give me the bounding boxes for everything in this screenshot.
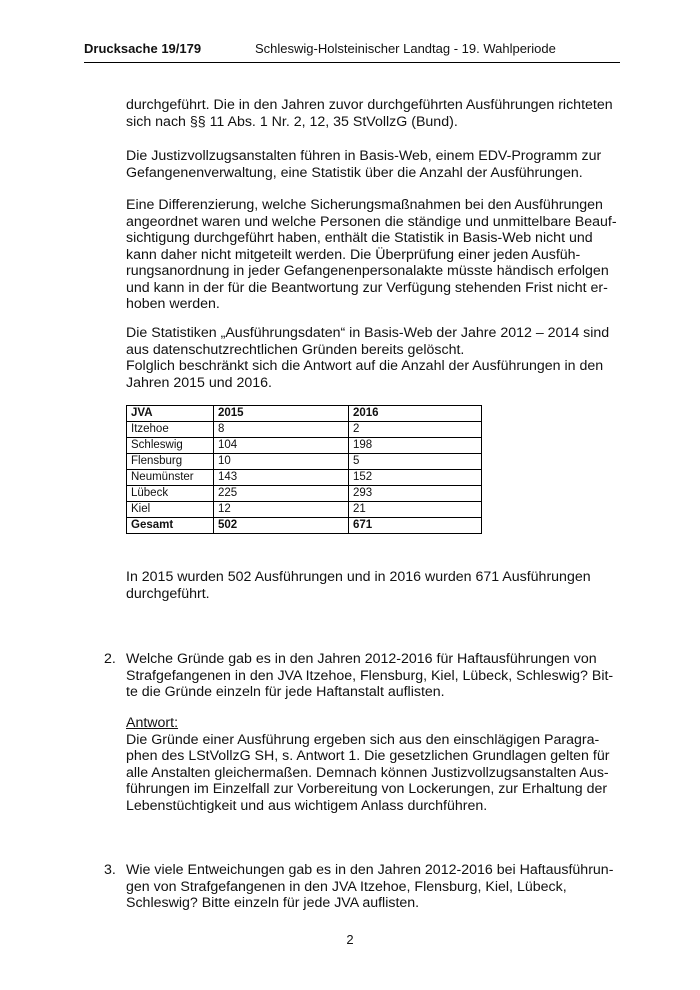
table-cell: 225 [214,486,349,502]
text-line: te die Gründe einzeln für jede Haftanstalt auflisten. [126,684,445,700]
total-cell: 502 [214,518,349,534]
text-line: Jahren 2015 und 2016. [126,374,272,391]
text-line: Schleswig? Bitte einzeln für jede JVA auflisten. [126,895,420,911]
text-line: führungen im Einzelfall zur Vorbereitung von Lockerungen, zur Erhaltung der [126,781,608,797]
table-row [127,438,482,454]
text-line: Strafgefangenen in den JVA Itzehoe, Flensburg, Kiel, Lübeck, Schleswig? Bit- [126,667,614,684]
table-header-row [127,406,482,422]
table-row [127,486,482,502]
table-cell: 293 [349,486,482,502]
paragraph-summary [126,569,620,602]
page-number: 2 [346,932,354,947]
table-cell: 8 [214,422,349,438]
text-line: Wie viele Entweichungen gab es in den Jahren 2012-2016 bei Haftausführun- [126,862,614,878]
text-line: kann daher nicht mitgeteilt werden. Die Überprüfung einer jeden Ausfüh- [126,246,581,263]
table-cell: 143 [214,470,349,486]
table-row [127,502,482,518]
text-line: Gefangenenverwaltung, eine Statistik über die Anzahl der Ausführungen. [126,164,583,181]
question-3-number: 3. [104,862,116,878]
table-cell: 12 [214,502,349,518]
table-cell: Schleswig [127,438,214,454]
question-2-number: 2. [104,651,116,667]
answer-2 [126,715,620,814]
question-2-text [126,651,620,701]
text-line: rungsanordnung in jeder Gefangenenpersonalakte müsste händisch erfolgen [126,263,609,279]
text-line: sichtigung durchgeführt haben, enthält die Statistik in Basis-Web nicht und [126,230,593,246]
question-3-text [126,862,620,912]
table-cell: 2 [349,422,482,438]
text-line: durchgeführt. [126,585,210,602]
answer-label: Antwort: [126,715,179,731]
paragraph-legal-basis [126,97,620,130]
text-line: phen des LStVollzG SH, s. Antwort 1. Die gesetzlichen Grundlagen gelten für [126,748,610,764]
table-row [127,470,482,486]
table-cell: 21 [349,502,482,518]
text-line: Die Statistiken „Ausführungsdaten“ in Basis-Web der Jahre 2012 – 2014 sind [126,325,610,341]
document-reference: Drucksache 19/179 [84,41,202,56]
table-cell: Lübeck [127,486,214,502]
header-cell: 2016 [349,406,482,422]
text-line: alle Anstalten gleichermaßen. Demnach können Justizvollzugsanstalten Aus- [126,764,609,781]
table-total-row [127,518,482,534]
table-cell: 152 [349,470,482,486]
text-line: Eine Differenzierung, welche Sicherungsmaßnahmen bei den Ausführungen [126,197,603,213]
table-cell: 104 [214,438,349,454]
executions-table [126,405,482,534]
paragraph-differentiation [126,197,620,313]
table-cell: 10 [214,454,349,470]
paragraph-statistics [126,325,620,391]
header-cell: 2015 [214,406,349,422]
total-cell: Gesamt [127,518,214,534]
text-line: durchgeführt. Die in den Jahren zuvor durchgeführten Ausführungen richteten [126,97,613,113]
text-line: angeordnet waren und welche Personen die ständige und unmittelbare Beauf- [126,213,617,230]
table-cell: Neumünster [127,470,214,486]
table-cell: 5 [349,454,482,470]
text-line: und kann in der für die Beantwortung zur Verfügung stehenden Frist nicht er- [126,279,608,296]
total-cell: 671 [349,518,482,534]
table-row [127,454,482,470]
table-cell: Kiel [127,502,214,518]
table-cell: Flensburg [127,454,214,470]
text-line: Die Justizvollzugsanstalten führen in Basis-Web, einem EDV-Programm zur [126,148,602,164]
parliament-title: Schleswig-Holsteinischer Landtag - 19. Wahlperiode [255,41,556,56]
page-header [84,38,620,63]
text-line: In 2015 wurden 502 Ausführungen und in 2016 wurden 671 Ausführungen [126,569,591,585]
text-line: Die Gründe einer Ausführung ergeben sich aus den einschlägigen Paragra- [126,731,600,748]
text-line: gen von Strafgefangenen in den JVA Itzehoe, Flensburg, Kiel, Lübeck, [126,878,567,895]
text-line: aus datenschutzrechtlichen Gründen bereits gelöscht. [126,341,465,358]
header-cell: JVA [127,406,214,422]
text-line: sich nach §§ 11 Abs. 1 Nr. 2, 12, 35 StVollzG (Bund). [126,113,458,130]
table-cell: Itzehoe [127,422,214,438]
text-line: Folglich beschränkt sich die Antwort auf die Anzahl der Ausführungen in den [126,358,604,374]
paragraph-basis-web [126,148,620,181]
table-cell: 198 [349,438,482,454]
table-row [127,422,482,438]
text-line: Lebenstüchtigkeit und aus wichtigem Anlass durchführen. [126,797,488,814]
text-line: hoben werden. [126,296,220,312]
text-line: Welche Gründe gab es in den Jahren 2012-2016 für Haftausführungen von [126,651,597,667]
